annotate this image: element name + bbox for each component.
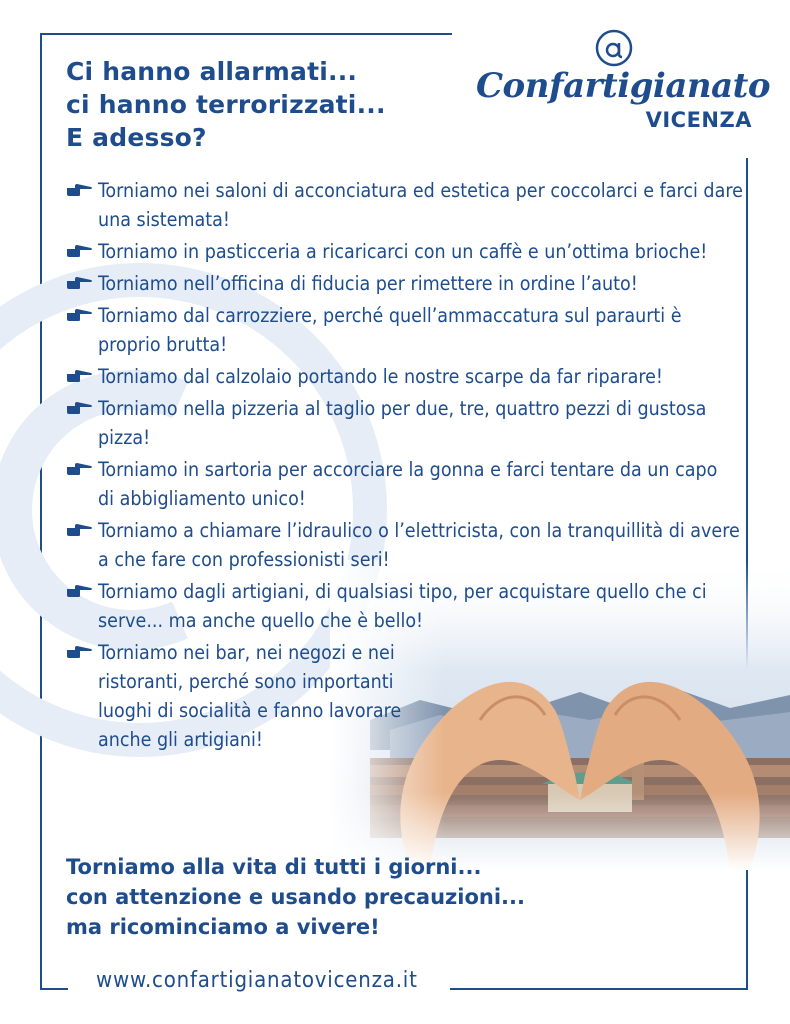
headline-line-2: ci hanno terrorizzati... <box>66 90 386 119</box>
bullet-text: Torniamo nei bar, nei negozi e nei ristoranti, perché sono importanti luoghi di socialità e fanno lavorare anche gli artigiani! <box>98 641 402 751</box>
logo-city: VICENZA <box>645 108 752 132</box>
bullet-text: Torniamo dal carrozziere, perché quell’ammaccatura sul paraurti è proprio brutta! <box>98 304 682 356</box>
pointing-hand-icon <box>66 308 93 322</box>
pointing-hand-icon <box>66 369 93 383</box>
headline-line-1: Ci hanno allarmati... <box>66 57 358 86</box>
bullet-text: Torniamo in pasticceria a ricaricarci con un caffè e un’ottima brioche! <box>98 240 708 263</box>
closing-line-3: ma ricominciamo a vivere! <box>66 915 380 939</box>
headline-line-3: E adesso? <box>66 123 207 152</box>
headline <box>66 55 386 154</box>
frame-bottom-left-line <box>40 988 68 990</box>
pointing-hand-icon <box>66 183 93 197</box>
pointing-hand-icon <box>66 645 93 659</box>
logo-name: Confartigianato <box>476 66 771 106</box>
list-item <box>66 577 746 635</box>
bullet-text: Torniamo dagli artigiani, di qualsiasi tipo, per acquistare quello che ci serve... ma anche quello che è bello! <box>98 580 707 632</box>
at-symbol-icon <box>594 28 634 68</box>
list-item <box>66 455 728 513</box>
list-item <box>66 516 746 574</box>
website-url[interactable]: www.confartigianatovicenza.it <box>96 968 418 993</box>
list-item <box>66 638 428 754</box>
list-item <box>66 394 746 452</box>
bullet-text: Torniamo dal calzolaio portando le nostre scarpe da far riparare! <box>98 365 663 388</box>
bullet-text: Torniamo nei saloni di acconciatura ed estetica per coccolarci e farci dare una sistemata! <box>98 179 743 231</box>
pointing-hand-icon <box>66 244 93 258</box>
bullet-list <box>66 176 746 757</box>
bullet-text: Torniamo nell’officina di fiducia per rimettere in ordine l’auto! <box>98 272 638 295</box>
closing-line-2: con attenzione e usando precauzioni... <box>66 885 525 909</box>
frame-top-line <box>40 33 452 35</box>
closing-line-1: Torniamo alla vita di tutti i giorni... <box>66 855 482 879</box>
pointing-hand-icon <box>66 462 93 476</box>
bullet-text: Torniamo a chiamare l’idraulico o l’elettricista, con la tranquillità di avere a che fare con professionisti seri! <box>98 519 740 571</box>
pointing-hand-icon <box>66 401 93 415</box>
list-item <box>66 362 746 391</box>
closing-message <box>66 852 525 942</box>
pointing-hand-icon <box>66 584 93 598</box>
bullet-text: Torniamo nella pizzeria al taglio per due, tre, quattro pezzi di gustosa pizza! <box>98 397 707 449</box>
list-item <box>66 301 738 359</box>
bullet-text: Torniamo in sartoria per accorciare la gonna e farci tentare da un capo di abbigliamento unico! <box>98 458 718 510</box>
confartigianato-logo <box>476 28 771 140</box>
pointing-hand-icon <box>66 276 93 290</box>
pointing-hand-icon <box>66 523 93 537</box>
list-item <box>66 237 746 266</box>
list-item <box>66 269 746 298</box>
frame-bottom-right-line <box>450 988 748 990</box>
list-item <box>66 176 746 234</box>
